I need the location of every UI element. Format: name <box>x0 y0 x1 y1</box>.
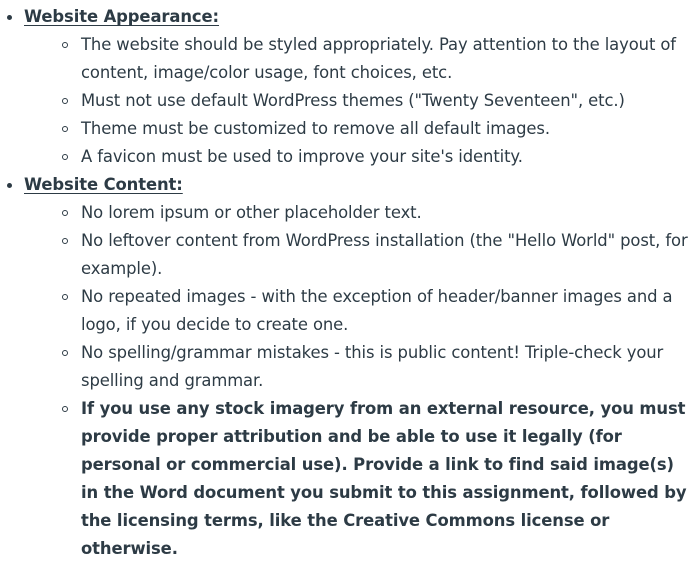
section-website-appearance <box>0 3 697 171</box>
section-website-content <box>0 171 697 563</box>
circle-bullet-icon <box>62 210 68 216</box>
section-title: Website Content: <box>24 175 183 194</box>
requirements-list <box>0 3 697 563</box>
section-title: Website Appearance: <box>24 7 220 26</box>
item-text: No lorem ipsum or other placeholder text. <box>81 203 422 222</box>
list-item <box>24 199 697 227</box>
item-text: No leftover content from WordPress installation (the "Hello World" post, for example). <box>81 231 688 278</box>
list-item <box>24 227 697 283</box>
list-item <box>24 115 697 143</box>
list-item <box>24 283 697 339</box>
circle-bullet-icon <box>62 98 68 104</box>
item-text: The website should be styled appropriately. Pay attention to the layout of content, image/color usage, font choices, etc. <box>81 35 676 82</box>
list-item <box>24 339 697 395</box>
item-text: No repeated images - with the exception of header/banner images and a logo, if you decide to create one. <box>81 287 673 334</box>
content-items <box>24 199 697 563</box>
list-item <box>24 31 697 87</box>
circle-bullet-icon <box>62 126 68 132</box>
disc-bullet-icon <box>7 15 12 20</box>
circle-bullet-icon <box>62 238 68 244</box>
disc-bullet-icon <box>7 183 12 188</box>
list-item <box>24 87 697 115</box>
list-item <box>24 143 697 171</box>
circle-bullet-icon <box>62 350 68 356</box>
circle-bullet-icon <box>62 406 68 412</box>
circle-bullet-icon <box>62 42 68 48</box>
item-text: If you use any stock imagery from an external resource, you must provide proper attribution and be able to use it legally (for personal or commercial use). Provide a link to find said image(s) in the Word document you submit to this assignment, followed by the licensing terms, like the Creative Commons license or otherwise. <box>81 399 687 558</box>
item-text: Theme must be customized to remove all default images. <box>81 119 550 138</box>
circle-bullet-icon <box>62 294 68 300</box>
item-text: No spelling/grammar mistakes - this is public content! Triple-check your spelling and grammar. <box>81 343 664 390</box>
item-text: Must not use default WordPress themes ("Twenty Seventeen", etc.) <box>81 91 625 110</box>
list-item <box>24 395 697 563</box>
circle-bullet-icon <box>62 154 68 160</box>
appearance-items <box>24 31 697 171</box>
item-text: A favicon must be used to improve your site's identity. <box>81 147 523 166</box>
